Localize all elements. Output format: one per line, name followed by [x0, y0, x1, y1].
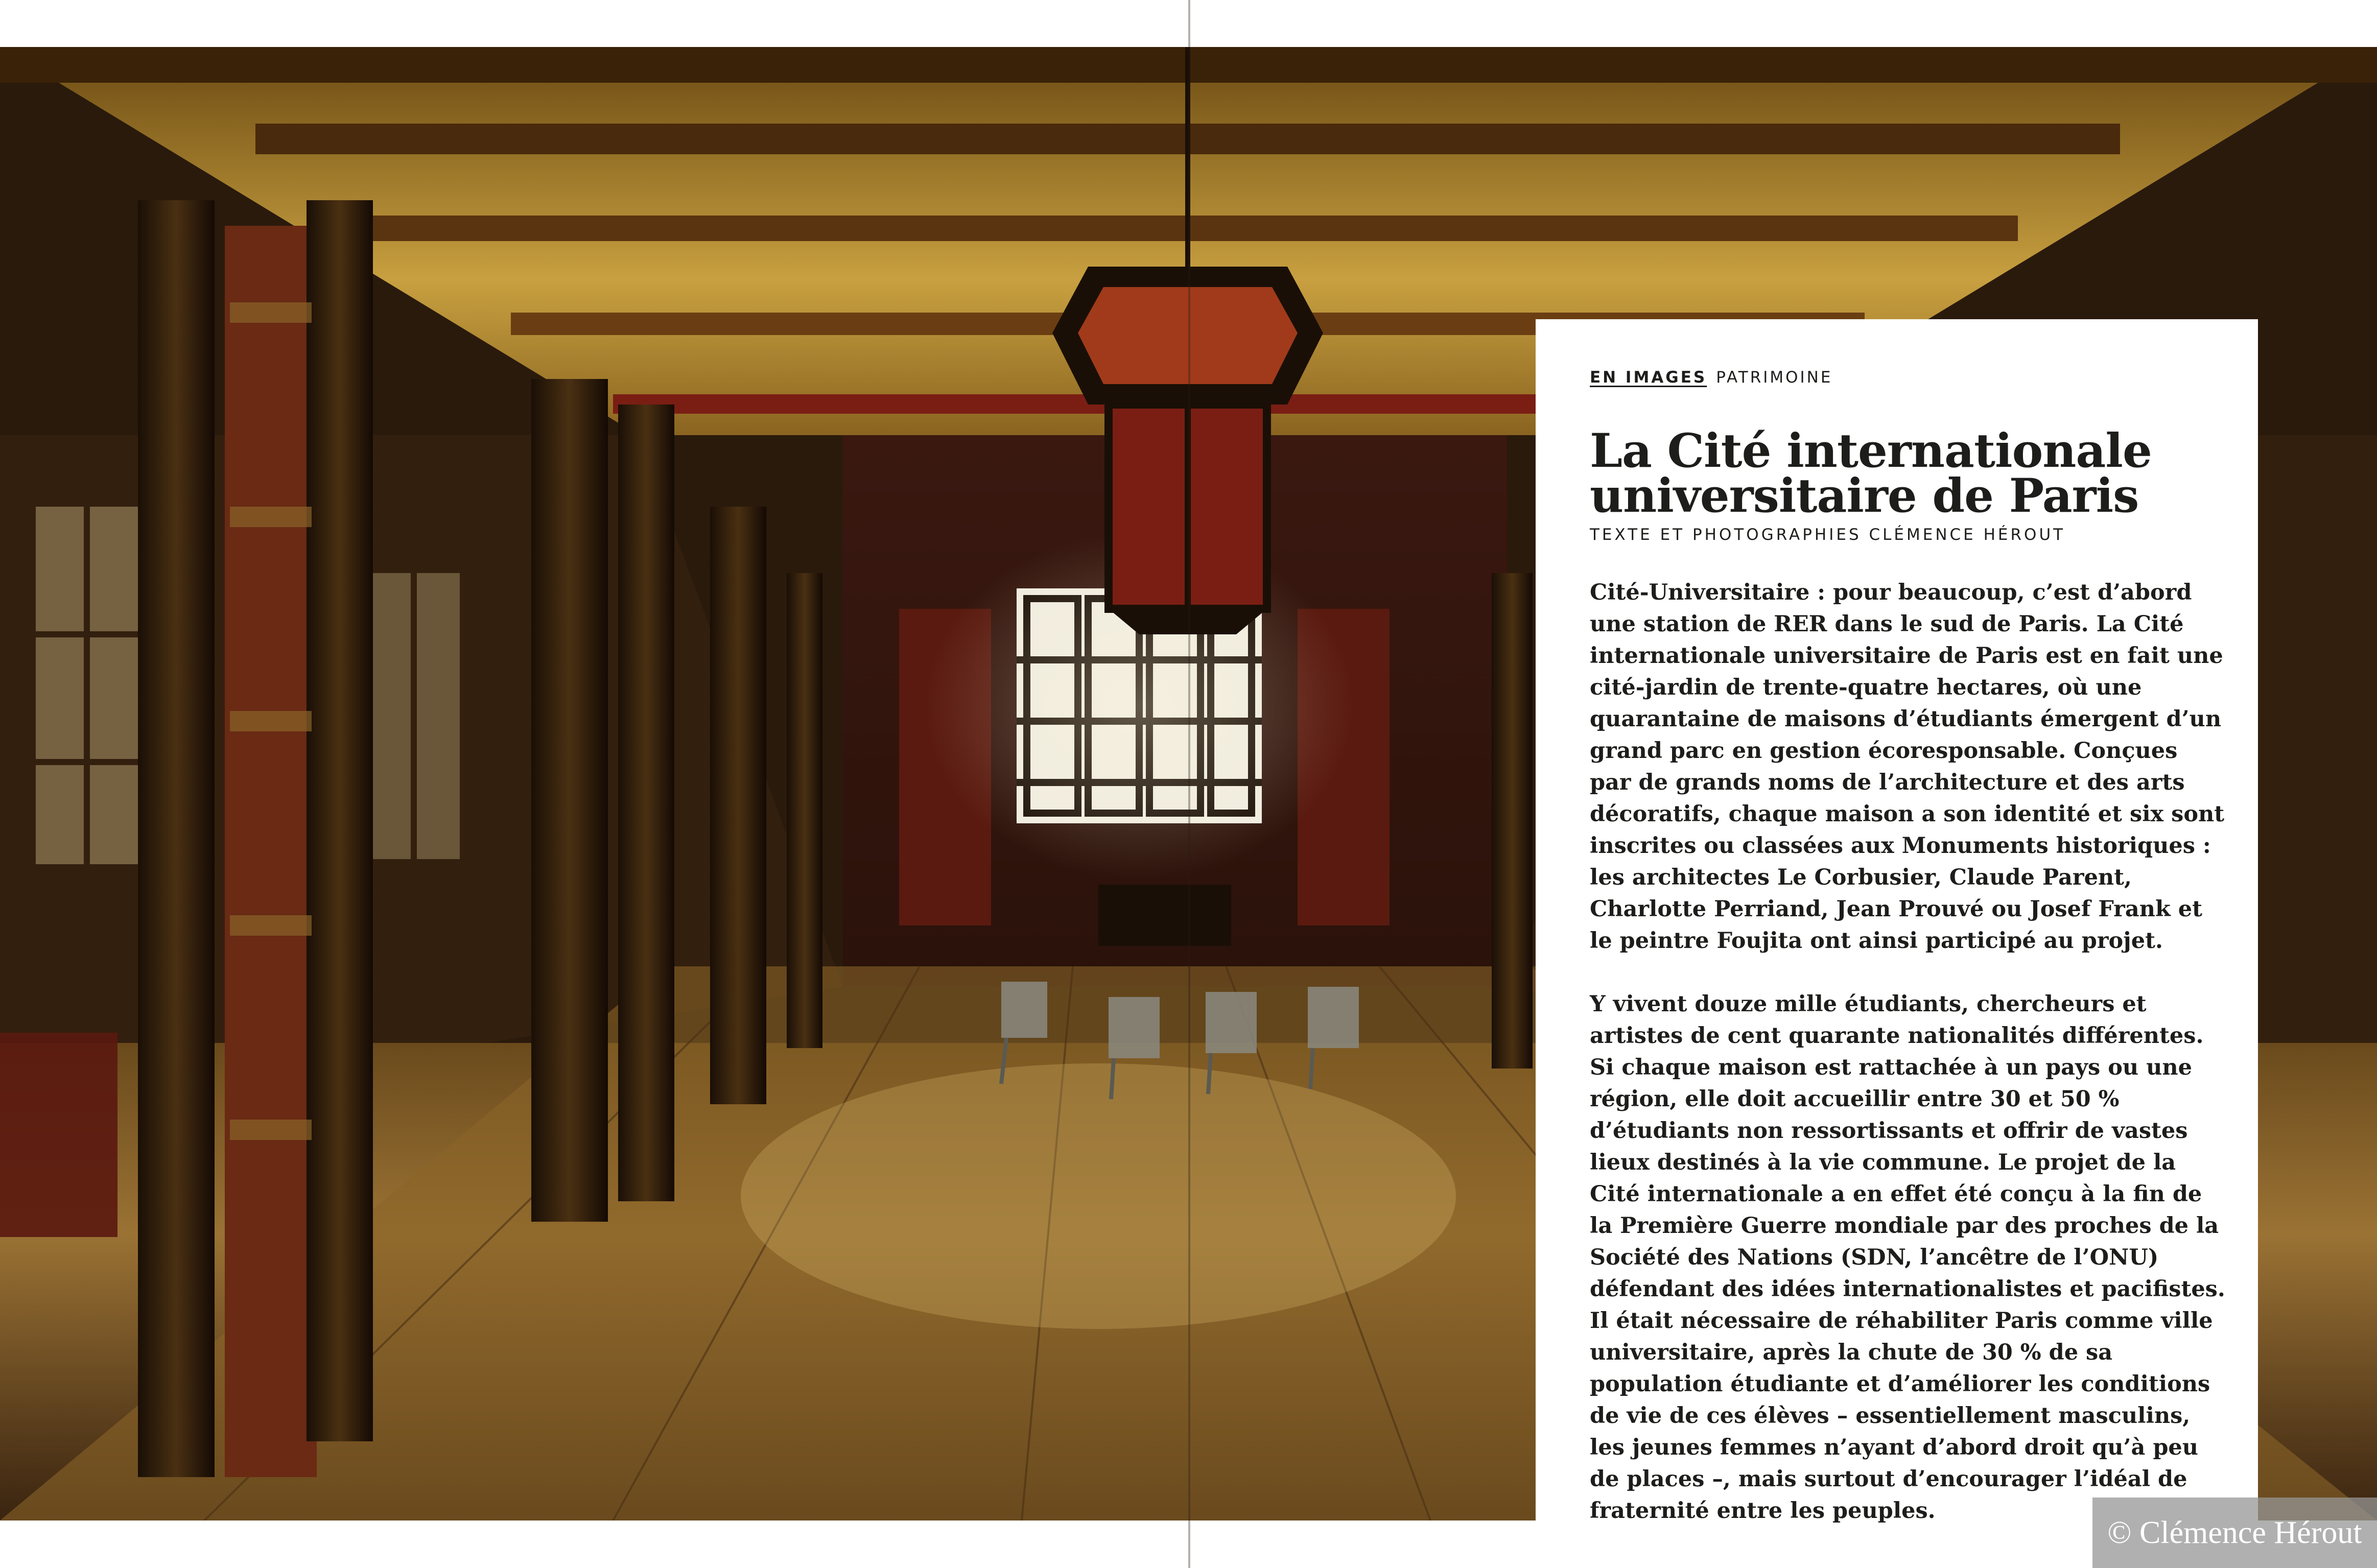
- article-panel: [1536, 319, 2258, 1524]
- article-kicker: [1590, 368, 2225, 399]
- photo-credit: © Clémence Hérout: [2092, 1498, 2377, 1568]
- article-title: [1590, 424, 2225, 523]
- grand-piano: [1098, 885, 1231, 946]
- spread-gutter: [1188, 0, 1190, 1568]
- section-label: PATRIMOINE: [1716, 368, 1833, 387]
- article-byline: TEXTE ET PHOTOGRAPHIES CLÉMENCE HÉROUT: [1590, 526, 2066, 544]
- title-line-2: universitaire de Paris: [1590, 469, 2139, 523]
- body-paragraph: Y vivent douze mille étudiants, chercheurs et artistes de cent quarante nationalités différentes. Si chaque maison est rattachée à un pays ou une région, elle doit accueillir entre 30 et 50 % d’étudiants non ressortissants et offrir de vastes lieux destinés à la vie commune. Le projet de la Cité internationale a en effet été conçu à la fin de la Première Guerre mondiale par des proches de la Société des Nations (SDN, l’ancêtre de l’ONU) défendant des idées internationalistes et pacifistes. Il était nécessaire de réhabiliter Paris comme ville universitaire, après la chute de 30 % de sa population étudiante et d’améliorer les conditions de vie de ces élèves – essentiellement masculins, les jeunes femmes n’ayant d’abord droit qu’à peu de places –, mais surtout d’encourager l’idéal de fraternité entre les peuples.: [1590, 991, 2225, 1524]
- body-paragraph: Cité-Universitaire : pour beaucoup, c’est d’abord une station de RER dans le sud de Paris. La Cité internationale universitaire de Paris est en fait une cité-jardin de trente-quatre hectares, où une quarantaine de maisons d’étudiants émergent d’un grand parc en gestion écoresponsable. Conçues par de grands noms de l’architecture et des arts décoratifs, chaque maison a son identité et six sont inscrites ou classées aux Monuments historiques : les architectes Le Corbusier, Claude Parent, Charlotte Perriand, Jean Prouvé ou Josef Frank et le peintre Foujita ont ainsi participé au projet.: [1590, 580, 2225, 954]
- title-line-1: La Cité internationale: [1590, 424, 2152, 478]
- rubric-label: EN IMAGES: [1590, 368, 1707, 387]
